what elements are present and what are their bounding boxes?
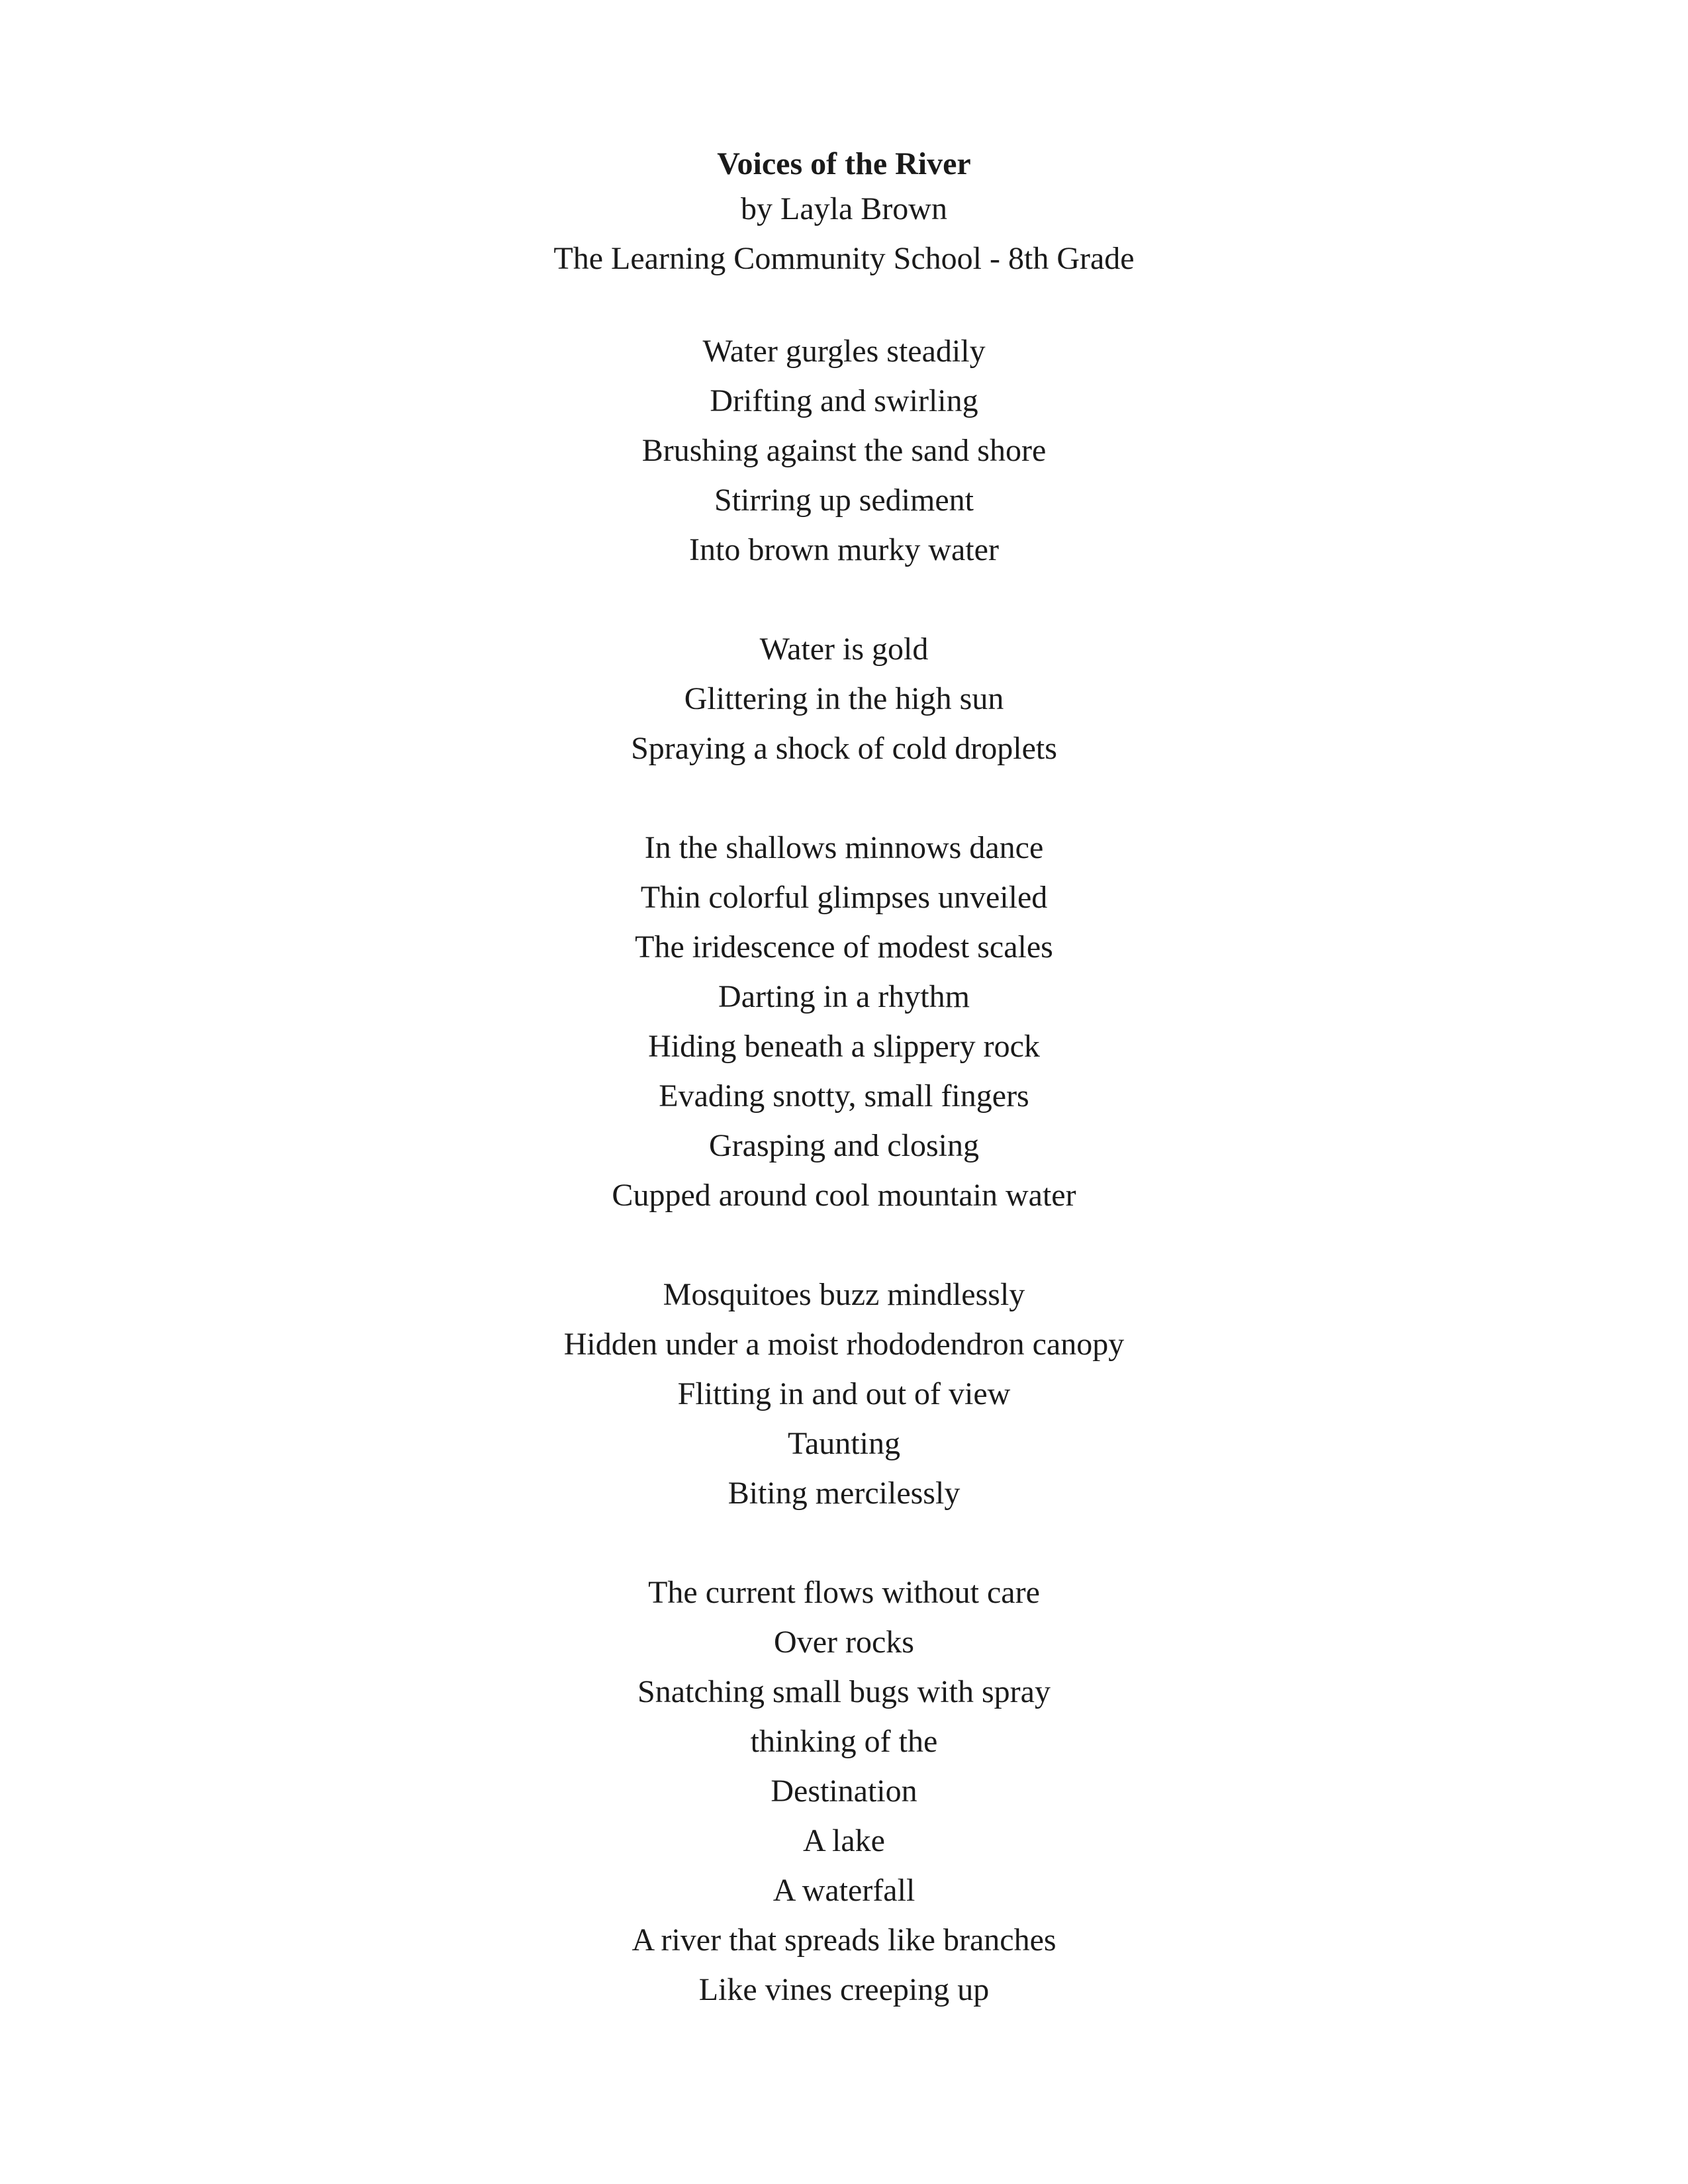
- poem-line: Water gurgles steadily: [702, 334, 986, 369]
- poem-line: A lake: [803, 1823, 885, 1858]
- poem-line: Drifting and swirling: [710, 383, 978, 418]
- stanza-4: [0, 1270, 1688, 1518]
- poem-author: by Layla Brown: [741, 191, 947, 226]
- poem-line: Hidden under a moist rhododendron canopy: [563, 1327, 1125, 1362]
- poem-line: Flitting in and out of view: [677, 1376, 1011, 1411]
- poem-line: Mosquitoes buzz mindlessly: [663, 1277, 1025, 1312]
- poem-line: Glittering in the high sun: [684, 681, 1004, 716]
- poem-line: Cupped around cool mountain water: [612, 1178, 1076, 1213]
- poem-body: [0, 326, 1688, 2064]
- poem-line: Stirring up sediment: [714, 483, 974, 518]
- poem-line: Over rocks: [774, 1625, 914, 1660]
- poem-line: The current flows without care: [648, 1575, 1040, 1610]
- poem-line: Destination: [771, 1774, 917, 1809]
- poem-line: Water is gold: [759, 632, 929, 667]
- poem-title: Voices of the River: [717, 146, 971, 181]
- stanza-3: [0, 823, 1688, 1220]
- poem-line: Darting in a rhythm: [718, 979, 970, 1014]
- poem-line: A waterfall: [773, 1873, 915, 1908]
- poem-line: The iridescence of modest scales: [635, 929, 1053, 965]
- stanza-2: [0, 624, 1688, 773]
- poem-line: Thin colorful glimpses unveiled: [640, 880, 1048, 915]
- poem-line: thinking of the: [750, 1724, 938, 1759]
- poem-line: Hiding beneath a slippery rock: [648, 1029, 1040, 1064]
- poem-line: Evading snotty, small fingers: [659, 1078, 1029, 1114]
- stanza-5: [0, 1568, 1688, 2015]
- poem-line: Into brown murky water: [689, 532, 999, 567]
- poem-line: Spraying a shock of cold droplets: [631, 731, 1057, 766]
- poem-line: Like vines creeping up: [698, 1972, 990, 2007]
- poem-line: Snatching small bugs with spray: [637, 1674, 1051, 1709]
- poem-line: Taunting: [788, 1426, 900, 1461]
- poem-line: A river that spreads like branches: [632, 1923, 1056, 1958]
- stanza-1: [0, 326, 1688, 575]
- school-grade: The Learning Community School - 8th Grade: [553, 241, 1135, 276]
- poem-line: Biting mercilessly: [727, 1476, 961, 1511]
- poem-line: Brushing against the sand shore: [641, 433, 1047, 468]
- poem-line: In the shallows minnows dance: [644, 830, 1044, 865]
- poem-line: Grasping and closing: [709, 1128, 979, 1163]
